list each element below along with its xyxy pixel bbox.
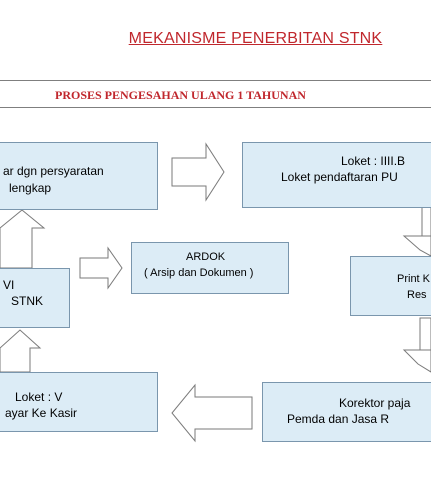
- box-persyaratan-line2: lengkap: [9, 181, 52, 195]
- arrow-down-right-lower: [420, 318, 431, 350]
- box-loket-pendaftaran-line1: Loket : IIII.B: [341, 154, 406, 168]
- arrow-down-right-upper-head: [404, 236, 431, 256]
- box-loket-pendaftaran: [242, 142, 431, 208]
- arrow-right-top: [172, 144, 224, 200]
- arrow-left-bottom: [172, 385, 252, 441]
- box-korektor: [262, 382, 431, 442]
- banner-text: PROSES PENGESAHAN ULANG 1 TAHUNAN: [55, 88, 306, 102]
- box-loket-kasir-line2: ayar Ke Kasir: [5, 406, 78, 420]
- box-loket-kasir-line1: Loket : V: [15, 390, 63, 404]
- arrow-right-ardok: [80, 248, 122, 288]
- box-loket-pendaftaran-line2: Loket pendaftaran PU: [281, 170, 398, 184]
- arrow-down-right-lower-head: [404, 350, 431, 372]
- box-print-line1: Print K: [397, 273, 431, 285]
- box-korektor-line1: Korektor paja: [339, 396, 411, 410]
- box-ardok: [131, 242, 289, 294]
- box-print: [350, 256, 431, 316]
- box-korektor-line2: Pemda dan Jasa R: [287, 412, 390, 426]
- box-loket-kasir: [0, 372, 158, 432]
- box-persyaratan: [0, 142, 158, 210]
- box-ardok-line1: ARDOK: [186, 251, 226, 263]
- box-stnk-line2: STNK: [11, 294, 44, 308]
- box-print-line2: Res: [407, 289, 427, 301]
- arrow-up-left-lower: [0, 330, 40, 372]
- box-persyaratan-line1: ar dgn persyaratan: [3, 164, 104, 178]
- page-title: MEKANISME PENERBITAN STNK: [128, 30, 383, 47]
- box-stnk: [0, 268, 70, 328]
- box-ardok-line2: ( Arsip dan Dokumen ): [144, 267, 254, 279]
- box-stnk-line1: VI: [3, 278, 15, 292]
- arrow-up-left-upper: [0, 210, 44, 268]
